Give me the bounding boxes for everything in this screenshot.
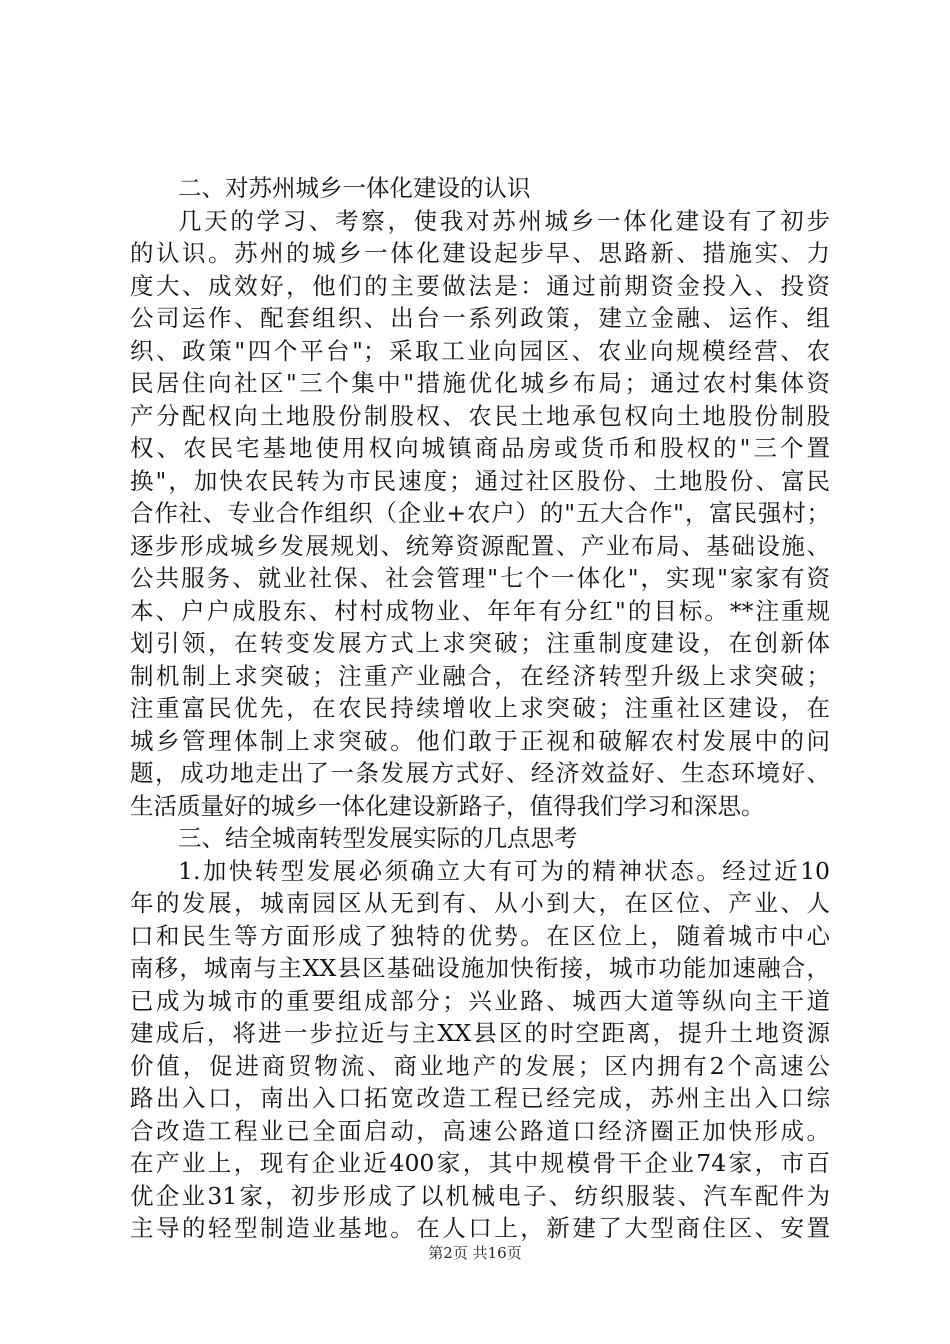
text-line: 注重富民优先，在农民持续增收上求突破；注重社区建设，在	[130, 694, 830, 722]
text-line: 1.加快转型发展必须确立大有可为的精神状态。经过近10	[178, 856, 830, 885]
text-line: 路出入口，南出入口拓宽改造工程已经完成，苏州主出入口综	[130, 1084, 830, 1112]
text-line: 度大、成效好，他们的主要做法是：通过前期资金投入、投资	[130, 271, 830, 300]
text-line: 题，成功地走出了一条发展方式好、经济效益好、生态环境好、	[130, 759, 830, 787]
text-line: 二、对苏州城乡一体化建设的认识	[178, 174, 531, 202]
text-line: 已成为城市的重要组成部分；兴业路、城西大道等纵向主干道	[130, 986, 830, 1015]
document-body	[130, 172, 830, 1245]
text-line: 本、户户成股东、村村成物业、年年有分红"的目标。**注重规	[130, 596, 830, 625]
text-line: 在产业上，现有企业近400家，其中规模骨干企业74家，市百	[130, 1149, 830, 1177]
text-line: 优企业31家，初步形成了以机械电子、纺织服装、汽车配件为	[130, 1181, 830, 1210]
text-line: 三、结全城南转型发展实际的几点思考	[178, 824, 578, 852]
text-line: 口和民生等方面形成了独特的优势。在区位上，随着城市中心	[130, 921, 830, 950]
text-line: 换"，加快农民转为市民速度；通过社区股份、土地股份、富民	[130, 466, 830, 495]
page-footer: 第2页 共16页	[428, 1244, 522, 1262]
text-line: 合改造工程业已全面启动，高速公路道口经济圈正加快形成。	[130, 1116, 830, 1145]
text-line: 民居住向社区"三个集中"措施优化城乡布局；通过农村集体资	[130, 369, 830, 397]
text-line: 建成后，将进一步拉近与主XX县区的时空距离，提升土地资源	[130, 1019, 830, 1047]
text-line: 主导的轻型制造业基地。在人口上，新建了大型商住区、安置	[130, 1214, 830, 1242]
text-line: 公共服务、就业社保、社会管理"七个一体化"，实现"家家有资	[130, 564, 830, 592]
text-line: 公司运作、配套组织、出台一系列政策，建立金融、运作、组	[130, 304, 830, 332]
text-line: 合作社、专业合作组织（企业+农户）的"五大合作"，富民强村；	[130, 499, 830, 527]
text-line: 南移，城南与主XX县区基础设施加快衔接，城市功能加速融合，	[130, 954, 830, 982]
text-line: 年的发展，城南园区从无到有、从小到大，在区位、产业、人	[130, 889, 830, 917]
text-line: 生活质量好的城乡一体化建设新路子，值得我们学习和深思。	[130, 791, 765, 820]
text-line: 逐步形成城乡发展规划、统筹资源配置、产业布局、基础设施、	[130, 531, 830, 560]
text-line: 划引领，在转变发展方式上求突破；注重制度建设，在创新体	[130, 629, 830, 657]
text-line: 制机制上求突破；注重产业融合，在经济转型升级上求突破；	[130, 661, 830, 690]
text-line: 权、农民宅基地使用权向城镇商品房或货币和股权的"三个置	[130, 434, 830, 462]
text-line: 几天的学习、考察，使我对苏州城乡一体化建设有了初步	[178, 206, 830, 235]
text-line: 产分配权向土地股份制股权、农民土地承包权向土地股份制股	[130, 401, 830, 430]
text-line: 的认识。苏州的城乡一体化建设起步早、思路新、措施实、力	[130, 239, 830, 267]
text-line: 价值，促进商贸物流、商业地产的发展；区内拥有2个高速公	[130, 1051, 830, 1080]
text-line: 织、政策"四个平台"；采取工业向园区、农业向规模经营、农	[130, 336, 830, 365]
text-line: 城乡管理体制上求突破。他们敢于正视和破解农村发展中的问	[130, 726, 830, 755]
